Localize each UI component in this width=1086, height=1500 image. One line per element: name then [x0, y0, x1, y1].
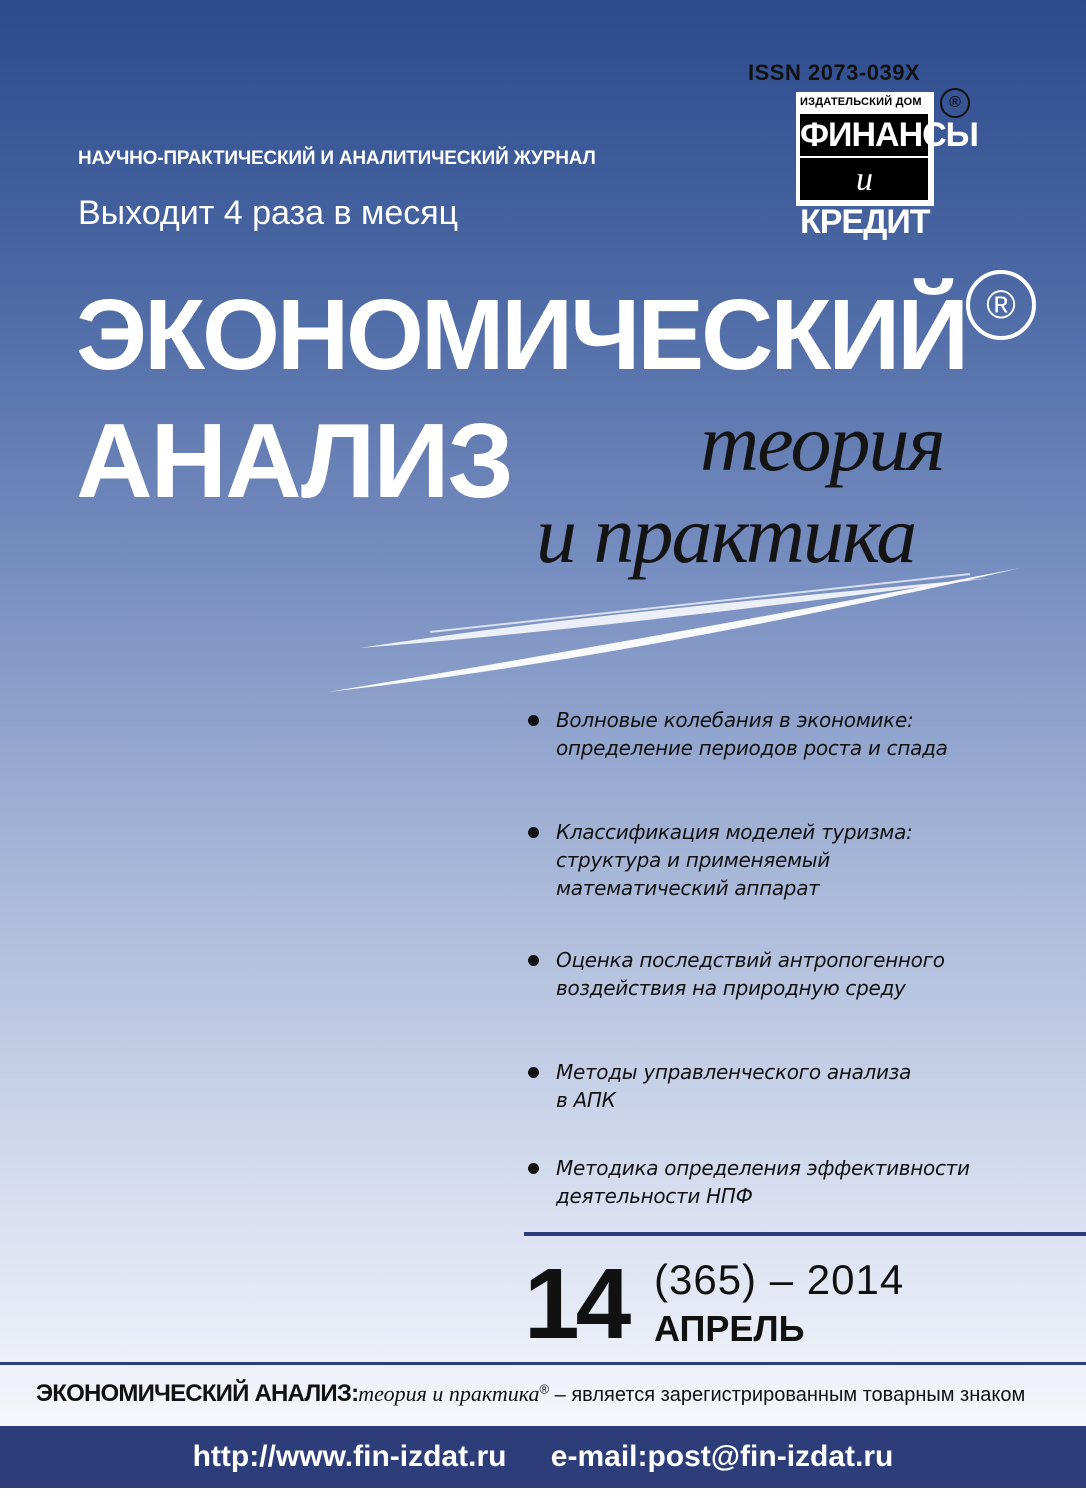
publisher-logo-credit: КРЕДИТ: [800, 203, 930, 241]
topic-line: определение периодов роста и спада: [556, 736, 948, 760]
topic-line: Методы управленческого анализа: [556, 1060, 912, 1084]
trademark-text: – является зарегистрированным товарным знаком: [549, 1384, 1026, 1406]
topic-line: Классификация моделей туризма:: [556, 820, 913, 844]
topic-line: в АПК: [556, 1088, 616, 1112]
topic-line: деятельности НПФ: [556, 1184, 753, 1208]
trademark-subtitle: теория и практика: [358, 1381, 540, 1406]
publisher-logo-line1: ИЗДАТЕЛЬСКИЙ ДОМ: [800, 96, 922, 108]
topics-list: [528, 706, 1068, 1266]
publisher-registered-icon: ®: [940, 88, 970, 118]
topic-line: воздействия на природную среду: [556, 976, 906, 1000]
trademark-notice: [36, 1380, 1025, 1408]
contact-footer: [0, 1426, 1086, 1488]
publisher-logo-and: и: [856, 161, 872, 198]
subtitle-line1: теория: [700, 397, 944, 488]
publisher-logo: [796, 92, 978, 241]
trademark-registered-icon: ®: [539, 1381, 550, 1397]
bullet-icon: [528, 827, 539, 838]
trademark-colon: :: [351, 1380, 359, 1407]
bullet-icon: [528, 1163, 539, 1174]
journal-type: НАУЧНО-ПРАКТИЧЕСКИЙ И АНАЛИТИЧЕСКИЙ ЖУРНАЛ: [78, 148, 596, 169]
topic-line: математический аппарат: [556, 876, 820, 900]
issue-total-year: (365) – 2014: [654, 1256, 905, 1303]
bullet-icon: [528, 955, 539, 966]
publication-frequency: Выходит 4 раза в месяц: [78, 194, 459, 232]
website-link[interactable]: http://www.fin-izdat.ru: [192, 1440, 507, 1473]
issue-number: 14: [524, 1248, 628, 1360]
topic-item: [528, 1058, 1068, 1114]
issn-label: ISSN 2073-039X: [748, 60, 921, 85]
title-registered-icon: ®: [966, 270, 1036, 340]
topic-line: Оценка последствий антропогенного: [556, 948, 945, 972]
title-line1: ЭКОНОМИЧЕСКИЙ: [76, 279, 967, 391]
publisher-logo-line2: ФИНАНСЫ: [800, 116, 978, 154]
issue-divider: [524, 1232, 1086, 1236]
bullet-icon: [528, 715, 539, 726]
email-link[interactable]: e-mail:post@fin-izdat.ru: [550, 1440, 894, 1473]
issue-month: АПРЕЛЬ: [654, 1308, 805, 1349]
swoosh-decoration: [320, 560, 1030, 700]
topic-item: [528, 706, 1068, 762]
topic-item: [528, 946, 1068, 1002]
subtitle-line2: и практика: [536, 489, 916, 580]
topic-item: [528, 1154, 1068, 1210]
topic-line: Методика определения эффективности: [556, 1156, 970, 1180]
trademark-name: ЭКОНОМИЧЕСКИЙ АНАЛИЗ: [36, 1380, 352, 1407]
publisher-logo-line3: [800, 158, 930, 241]
bullet-icon: [528, 1067, 539, 1078]
title-line2: АНАЛИЗ: [76, 402, 512, 520]
topic-line: структура и применяемый: [556, 848, 830, 872]
footer-divider: [0, 1362, 1086, 1365]
topic-line: Волновые колебания в экономике:: [556, 708, 914, 732]
topic-item: [528, 818, 1068, 902]
